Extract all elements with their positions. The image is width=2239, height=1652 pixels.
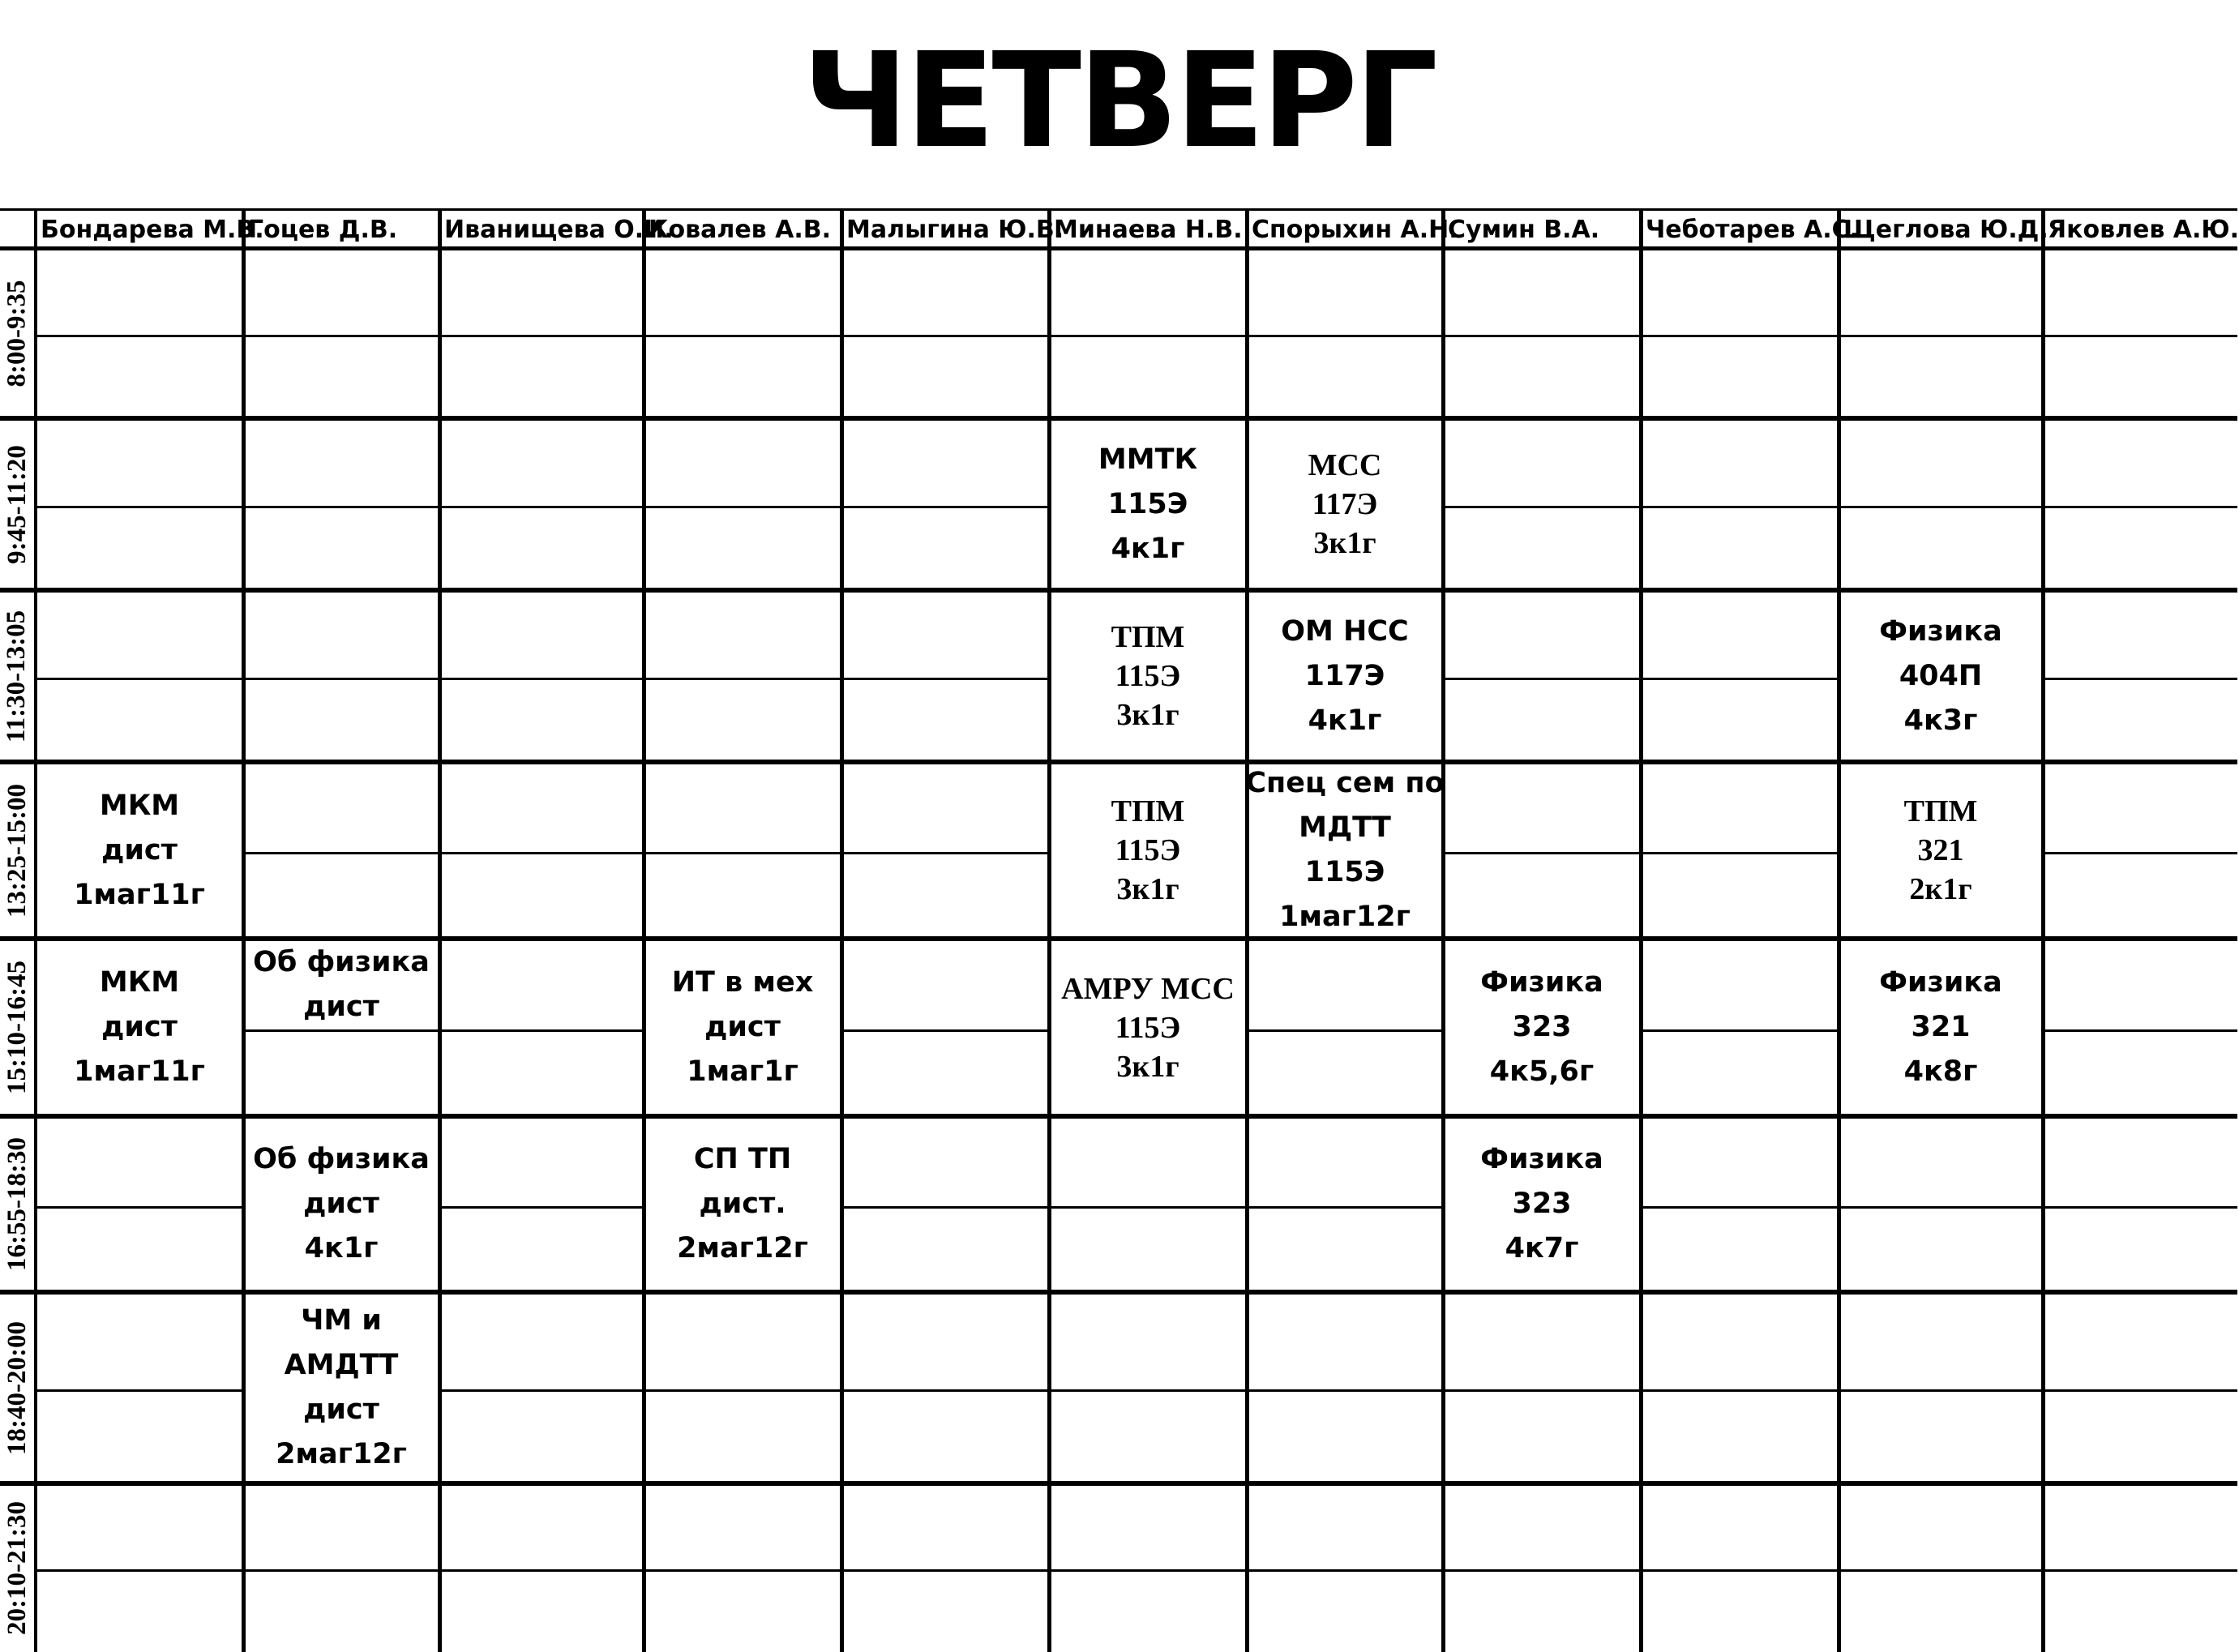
- time-slot-text: 9:45-11:20: [2, 444, 32, 564]
- lesson-line: ММТК: [1098, 443, 1198, 476]
- lesson-line: Об физика: [253, 1143, 430, 1175]
- lesson-line: ТПМ: [1903, 794, 1978, 828]
- lesson-line: АМРУ МСС: [1061, 971, 1235, 1006]
- half-row-divider: [1641, 1569, 1839, 1572]
- lesson-line: 4к5,6г: [1489, 1055, 1595, 1088]
- half-row-divider: [2043, 678, 2237, 680]
- lesson-cell: [1049, 939, 1247, 1116]
- half-row-divider: [1443, 506, 1641, 508]
- half-row-divider: [2043, 1389, 2237, 1392]
- half-row-divider: [1443, 852, 1641, 854]
- teacher-header: Гоцев Д.В.: [248, 216, 398, 244]
- lesson-line: СП ТП: [693, 1143, 792, 1175]
- half-row-divider: [439, 335, 644, 337]
- lesson-line: 3к1г: [1116, 1049, 1179, 1084]
- half-row-divider: [2043, 335, 2237, 337]
- lesson-cell: [1839, 590, 2043, 762]
- lesson-line: 115Э: [1107, 487, 1188, 520]
- half-row-divider: [1443, 335, 1641, 337]
- lesson-cell: [1049, 762, 1247, 939]
- half-row-divider: [1247, 1389, 1443, 1392]
- column-divider: [840, 209, 844, 1652]
- lesson-line: 4к8г: [1903, 1055, 1978, 1088]
- half-row-divider: [1049, 1206, 1247, 1209]
- lesson-line: 323: [1512, 1011, 1572, 1043]
- half-row-divider: [841, 1029, 1049, 1032]
- half-row-divider: [1247, 1206, 1443, 1209]
- half-row-divider: [1641, 1029, 1839, 1032]
- lesson-line: Физика: [1480, 966, 1603, 999]
- lesson-cell: [1443, 939, 1641, 1116]
- lesson-line: 323: [1512, 1188, 1572, 1220]
- lesson-line: дист.: [699, 1188, 786, 1220]
- half-row-divider: [36, 678, 243, 680]
- teacher-header: Ковалев А.В.: [649, 216, 831, 244]
- time-slot-text: 18:40-20:00: [2, 1320, 32, 1455]
- time-slot-label: [0, 590, 34, 762]
- half-row-divider: [1443, 1569, 1641, 1572]
- time-slot-label: [0, 248, 34, 418]
- lesson-cell: [1443, 1116, 1641, 1292]
- half-row-divider: [2043, 1029, 2237, 1032]
- lesson-line: Спец сем по: [1245, 767, 1445, 799]
- teacher-header: Чеботарев А.С.: [1646, 216, 1860, 244]
- half-row-divider: [1443, 1389, 1641, 1392]
- lesson-line: 115Э: [1115, 833, 1181, 867]
- page-title: ЧЕТВЕРГ: [802, 25, 1436, 178]
- column-divider: [1639, 209, 1643, 1652]
- time-slot-text: 13:25-15:00: [2, 783, 32, 918]
- lesson-line: МСС: [1308, 448, 1382, 482]
- teacher-header: Малыгина Ю.В.: [846, 216, 1064, 244]
- half-row-divider: [1641, 1389, 1839, 1392]
- half-row-divider: [644, 1569, 841, 1572]
- lesson-line: дист: [704, 1011, 781, 1043]
- teacher-header: Минаева Н.В.: [1054, 216, 1243, 244]
- lesson-cell: [1049, 418, 1247, 590]
- lesson-line: 3к1г: [1313, 526, 1376, 560]
- lesson-line: 115Э: [1115, 659, 1181, 693]
- lesson-line: 2маг12г: [276, 1438, 407, 1470]
- lesson-line: Физика: [1879, 966, 2002, 999]
- half-row-divider: [243, 852, 439, 854]
- half-row-divider: [36, 1569, 243, 1572]
- half-row-divider: [644, 852, 841, 854]
- teacher-header: Яковлев А.Ю.: [2048, 216, 2239, 244]
- time-slot-text: 8:00-9:35: [2, 280, 32, 387]
- time-slot-label: [0, 1116, 34, 1292]
- lesson-cell: [243, 1116, 439, 1292]
- header-top-border: [0, 208, 2237, 211]
- half-row-divider: [1641, 852, 1839, 854]
- half-row-divider: [644, 1389, 841, 1392]
- half-row-divider: [243, 1569, 439, 1572]
- half-row-divider: [1839, 1569, 2043, 1572]
- lesson-line: 4к1г: [1111, 532, 1185, 565]
- half-row-divider: [644, 506, 841, 508]
- half-row-divider: [841, 506, 1049, 508]
- lesson-line: 321: [1911, 1011, 1971, 1043]
- half-row-divider: [1839, 335, 2043, 337]
- lesson-line: Об физика: [253, 945, 430, 978]
- lesson-line: Физика: [1879, 614, 2002, 648]
- time-slot-label: [0, 418, 34, 590]
- lesson-line: 2к1г: [1909, 872, 1972, 906]
- half-row-divider: [1641, 335, 1839, 337]
- lesson-line: дист: [101, 1011, 178, 1043]
- lesson-line: Физика: [1480, 1143, 1603, 1175]
- half-row-divider: [1247, 1029, 1443, 1032]
- lesson-line: 3к1г: [1116, 872, 1179, 906]
- half-row-divider: [439, 1389, 644, 1392]
- lesson-cell: [1247, 590, 1443, 762]
- half-row-divider: [439, 1569, 644, 1572]
- half-row-divider: [243, 678, 439, 680]
- lesson-line: 115Э: [1304, 856, 1385, 888]
- lesson-cell: [1839, 762, 2043, 939]
- teacher-header: Иванищева О.И.: [444, 216, 674, 244]
- lesson-line: 4к1г: [304, 1232, 379, 1265]
- lesson-line: 1маг1г: [687, 1055, 798, 1088]
- lesson-line: 1маг12г: [1279, 901, 1411, 933]
- half-row-divider: [2043, 506, 2237, 508]
- lesson-line: 2маг12г: [677, 1232, 808, 1265]
- time-slot-text: 20:10-21:30: [2, 1500, 32, 1635]
- teacher-header: Спорыхин А.Н.: [1252, 216, 1458, 244]
- teacher-header: Бондарева М.В.: [41, 216, 264, 244]
- lesson-cell: [36, 939, 243, 1116]
- half-row-divider: [841, 1206, 1049, 1209]
- lesson-line: 117Э: [1312, 487, 1378, 521]
- half-row-divider: [243, 506, 439, 508]
- lesson-line: дист: [303, 1188, 379, 1220]
- teacher-header: Сумин В.А.: [1448, 216, 1600, 244]
- lesson-cell: [243, 1292, 439, 1483]
- half-row-divider: [1641, 678, 1839, 680]
- time-slot-label: [0, 1292, 34, 1483]
- time-slot-label: [0, 762, 34, 939]
- half-row-divider: [1247, 1569, 1443, 1572]
- half-row-divider: [2043, 852, 2237, 854]
- time-slot-text: 15:10-16:45: [2, 961, 32, 1094]
- half-row-divider: [1049, 335, 1247, 337]
- lesson-cell: [644, 1116, 841, 1292]
- half-row-divider: [2043, 1569, 2237, 1572]
- lesson-line: ТПМ: [1111, 620, 1185, 654]
- lesson-line: 404П: [1899, 659, 1983, 692]
- half-row-divider: [1247, 335, 1443, 337]
- lesson-cell: [243, 939, 439, 1030]
- lesson-line: 1маг11г: [74, 878, 205, 911]
- lesson-line: ИТ в мех: [671, 966, 814, 999]
- half-row-divider: [36, 1389, 243, 1392]
- half-row-divider: [841, 852, 1049, 854]
- lesson-line: МКМ: [99, 789, 180, 822]
- time-slot-label: [0, 939, 34, 1116]
- lesson-cell: [1839, 939, 2043, 1116]
- half-row-divider: [2043, 1206, 2237, 1209]
- lesson-line: дист: [303, 1393, 379, 1426]
- lesson-line: ТПМ: [1111, 794, 1185, 828]
- lesson-line: МДТТ: [1299, 811, 1391, 844]
- half-row-divider: [36, 506, 243, 508]
- half-row-divider: [439, 506, 644, 508]
- half-row-divider: [439, 852, 644, 854]
- half-row-divider: [1839, 1389, 2043, 1392]
- half-row-divider: [36, 335, 243, 337]
- teacher-header: Щеглова Ю.Д.: [1843, 216, 2048, 244]
- lesson-line: 321: [1917, 833, 1964, 867]
- lesson-cell: [1247, 762, 1443, 939]
- lesson-line: ЧМ и: [301, 1304, 382, 1337]
- lesson-line: МКМ: [99, 966, 180, 999]
- half-row-divider: [36, 1206, 243, 1209]
- half-row-divider: [1443, 678, 1641, 680]
- time-slot-text: 11:30-13:05: [2, 610, 32, 743]
- half-row-divider: [841, 1569, 1049, 1572]
- half-row-divider: [841, 1389, 1049, 1392]
- half-row-divider: [1839, 1206, 2043, 1209]
- lesson-line: 3к1г: [1116, 698, 1179, 732]
- lesson-line: 117Э: [1304, 659, 1385, 692]
- lesson-line: 4к3г: [1903, 704, 1978, 737]
- half-row-divider: [1641, 1206, 1839, 1209]
- lesson-line: ОМ НСС: [1281, 614, 1409, 648]
- half-row-divider: [1641, 506, 1839, 508]
- half-row-divider: [439, 1206, 644, 1209]
- lesson-cell: [36, 762, 243, 939]
- half-row-divider: [841, 678, 1049, 680]
- half-row-divider: [644, 335, 841, 337]
- lesson-cell: [1049, 590, 1247, 762]
- lesson-line: АМДТТ: [284, 1349, 399, 1381]
- column-divider: [642, 209, 646, 1652]
- lesson-cell: [1247, 418, 1443, 590]
- lesson-line: дист: [101, 833, 178, 867]
- lesson-line: 115Э: [1115, 1010, 1181, 1045]
- lesson-line: 1маг11г: [74, 1055, 205, 1088]
- lesson-line: 4к7г: [1505, 1232, 1579, 1265]
- lesson-cell: [644, 939, 841, 1116]
- time-slot-label: [0, 1483, 34, 1652]
- half-row-divider: [439, 678, 644, 680]
- lesson-line: дист: [303, 990, 379, 1023]
- half-row-divider: [439, 1029, 644, 1032]
- half-row-divider: [1049, 1389, 1247, 1392]
- time-slot-text: 16:55-18:30: [2, 1137, 32, 1271]
- half-row-divider: [1839, 506, 2043, 508]
- half-row-divider: [1049, 1569, 1247, 1572]
- half-row-divider: [243, 335, 439, 337]
- lesson-line: 4к1г: [1308, 704, 1382, 737]
- half-row-divider: [841, 335, 1049, 337]
- half-row-divider: [644, 678, 841, 680]
